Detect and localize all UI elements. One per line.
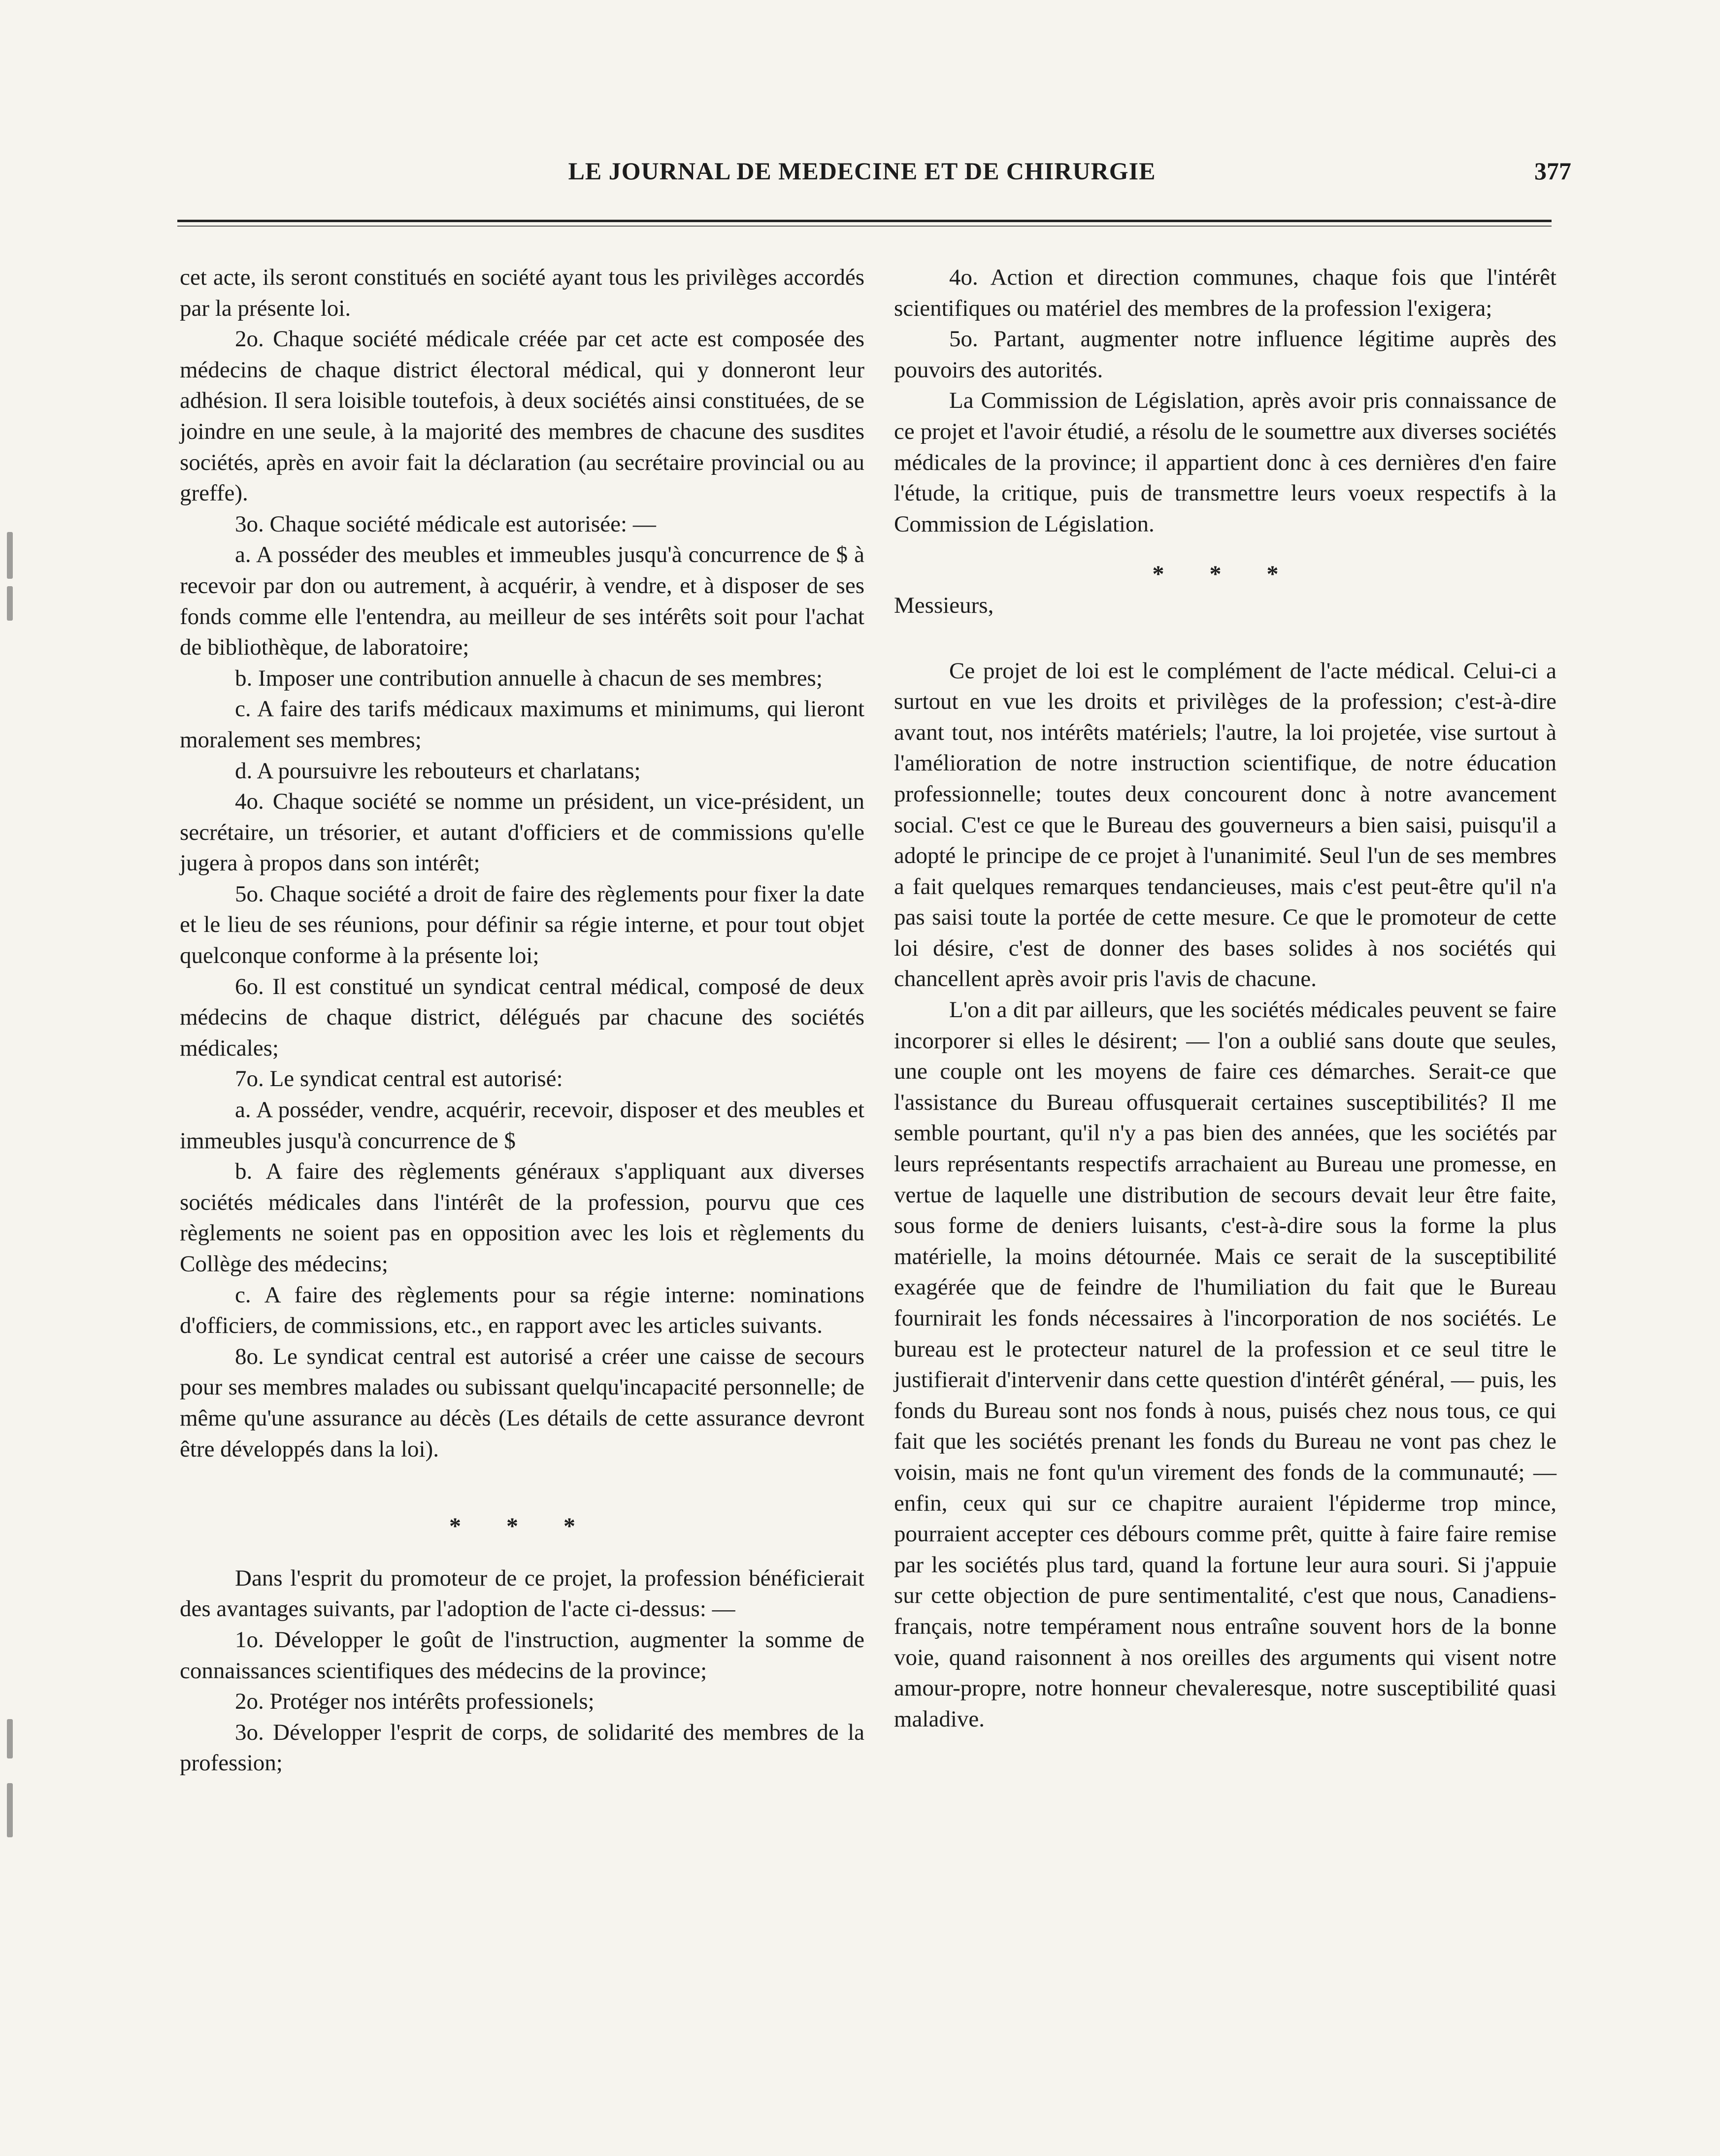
margin-mark — [7, 1783, 13, 1837]
header-rule — [177, 220, 1552, 222]
salutation: Messieurs, — [894, 592, 994, 618]
right-column — [894, 262, 1556, 1734]
paragraph: Ce projet de loi est le complément de l'acte médical. Celui-ci a surtout en vue les droits et privilèges de la profession; c'est-à-dire avant tout, nos intérêts matériels; l'autre, la loi projetée, vise surtout à l'amélioration de notre instruction scientifique, de notre éducation professionnelle; toutes deux concourent donc à notre avancement social. C'est ce que le Bureau des gouverneurs a bien saisi, puisqu'il a adopté le principe de ce projet à l'unanimité. Seul l'un de ses membres a fait quelques remarques tendancieuses, mais c'est peut-être qu'il n'a pas saisi toute la portée de cette mesure. Ce que le promoteur de cette loi désire, c'est de donner des bases solides à nos sociétés qui chancellent après avoir pris l'avis de chacune. — [894, 658, 1556, 992]
running-title: LE JOURNAL DE MEDECINE ET DE CHIRURGIE — [568, 157, 1156, 185]
paragraph: 7o. Le syndicat central est autorisé: — [235, 1066, 563, 1092]
section-separator: * * * — [449, 1513, 595, 1540]
page-number: 377 — [1534, 157, 1571, 185]
paragraph: b. A faire des règlements généraux s'appliquant aux diverses sociétés médicales dans l'intérêt de la profession, pourvu que ces règlements ne soient pas en opposition avec les lois et règlements du Collège des médecins; — [180, 1159, 864, 1277]
paragraph: 4o. Action et direction communes, chaque fois que l'intérêt scientifiques ou matériel des membres de la profession l'exigera; — [894, 265, 1556, 321]
header-rule-thin — [177, 226, 1552, 227]
paragraph: 6o. Il est constitué un syndicat central médical, composé de deux médecins de chaque district, délégués par chacune des sociétés médicales; — [180, 973, 864, 1061]
paragraph: 5o. Partant, augmenter notre influence légitime auprès des pouvoirs des autorités. — [894, 326, 1556, 383]
paragraph: 2o. Chaque société médicale créée par cet acte est composée des médecins de chaque district électoral médical, qui y donneront leur adhésion. Il sera loisible toutefois, à deux sociétés ainsi constituées, de se joindre en une seule, à la majorité des membres de chacune des susdites sociétés, après en avoir fait la déclaration (au secrétaire provincial ou au greffe). — [180, 326, 864, 506]
paragraph: c. A faire des règlements pour sa régie interne: nominations d'officiers, de commissions, etc., en rapport avec les articles suivants. — [180, 1282, 864, 1339]
paragraph: 2o. Protéger nos intérêts professionels; — [235, 1689, 595, 1715]
margin-mark — [7, 1719, 13, 1758]
paragraph: 4o. Chaque société se nomme un président, un vice-président, un secrétaire, un trésorier, et autant d'officiers et de commissions qu'elle jugera à propos dans son intérêt; — [180, 789, 864, 876]
paragraph: L'on a dit par ailleurs, que les sociétés médicales peuvent se faire incorporer si elles le désirent; — l'on a oublié sans doute que seules, une couple ont les moyens de faire ces démarches. Serait-ce que l'assistance du Bureau offusquerait certaines susceptibilités? Il me semble pourtant, qu'il n'y a pas bien des années, que les sociétés par leurs représentants respectifs arrachaient au Bureau une promesse, en vertue de laquelle une distribution de secours devait leur être faite, sous forme de deniers luisants, c'est-à-dire sous la forme la plus matérielle, la moins détournée. Mais ce serait de la susceptibilité exagérée que de feindre de l'humiliation du fait que le Bureau fournirait les fonds nécessaires à l'incorporation de nos sociétés. Le bureau est le protecteur naturel de la profession et ce seul titre le justifierait d'intervenir dans cette question d'intérêt général, — puis, les fonds du Bureau sont nos fonds à nous, puisés chez nous tous, ce qui fait que les sociétés prenant les fonds du Bureau ne vont pas chez le voisin, mais ne font qu'un virement des fonds de la communauté; — enfin, ceux qui sur ce chapitre auraient l'épiderme trop mince, pourraient accepter ces débours comme prêt, quitte à faire faire remise par les sociétés plus tard, quand la fortune leur aura souri. Si j'appuie sur cette objection de pure sentimentalité, c'est que nous, Canadiens-français, notre tempérament nous entraîne souvent hors de la bonne voie, quand raisonnent à nos oreilles des arguments qui visent notre amour-propre, notre honneur chevaleresque, notre susceptibilité quasi maladive. — [894, 997, 1556, 1732]
paragraph: a. A posséder des meubles et immeubles jusqu'à concurrence de $ à recevoir par don ou autrement, à acquérir, à vendre, et à disposer de ses fonds comme elle l'entendra, au meilleur de ses intérêts soit pour l'achat de bibliothèque, de laboratoire; — [180, 542, 864, 661]
paragraph: b. Imposer une contribution annuelle à chacun de ses membres; — [235, 665, 823, 691]
paragraph: 1o. Développer le goût de l'instruction, augmenter la somme de connaissances scientifiques des médecins de la province; — [180, 1626, 864, 1684]
paragraph: Dans l'esprit du promoteur de ce projet, la profession bénéficierait des avantages suivants, par l'adoption de l'acte ci-dessus: — — [180, 1565, 864, 1622]
section-separator: * * * — [1152, 561, 1298, 588]
paragraph: 3o. Développer l'esprit de corps, de solidarité des membres de la profession; — [180, 1719, 864, 1776]
paragraph: 5o. Chaque société a droit de faire des règlements pour fixer la date et le lieu de ses réunions, pour définir sa régie interne, et pour tout objet quelconque conforme à la présente loi; — [180, 881, 864, 969]
paragraph: La Commission de Législation, après avoir pris connaissance de ce projet et l'avoir étudié, a résolu de le soumettre aux diverses sociétés médicales de la province; il appartient donc à ces dernières d'en faire l'étude, la critique, puis de transmettre leurs voeux respectifs à la Commission de Législation. — [894, 388, 1556, 537]
paragraph: 3o. Chaque société médicale est autorisée: — — [235, 511, 656, 537]
paragraph: a. A posséder, vendre, acquérir, recevoir, disposer et des meubles et immeubles jusqu'à concurrence de $ — [180, 1097, 864, 1154]
left-column — [180, 262, 864, 1779]
running-head — [177, 157, 1571, 196]
paragraph: c. A faire des tarifs médicaux maximums et minimums, qui lieront moralement ses membres; — [180, 696, 864, 753]
margin-mark — [7, 586, 13, 621]
paragraph: d. A poursuivre les rebouteurs et charlatans; — [235, 758, 641, 784]
margin-mark — [7, 532, 13, 579]
paragraph: cet acte, ils seront constitués en société ayant tous les privilèges accordés par la présente loi. — [180, 265, 864, 321]
paragraph: 8o. Le syndicat central est autorisé a créer une caisse de secours pour ses membres malades ou subissant quelqu'incapacité personnelle; de même qu'une assurance au décès (Les détails de cette assurance devront être développés dans la loi). — [180, 1343, 864, 1462]
